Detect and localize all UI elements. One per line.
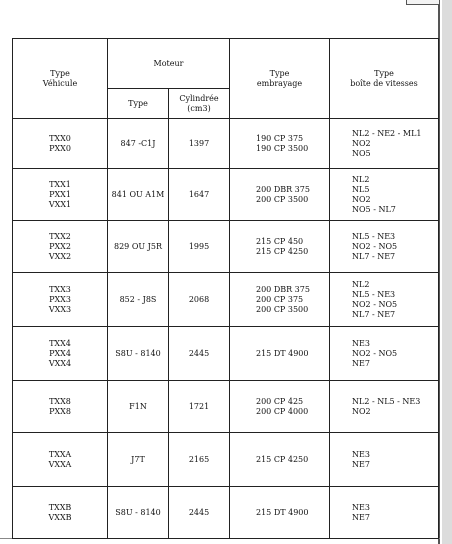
cell-moteur-type: 847 -C1J <box>108 119 169 169</box>
cell-cylindree: 2068 <box>169 273 230 327</box>
cell-vehicules: TXXB VXXB <box>13 487 108 539</box>
cell-boites: NE3 NO2 - NO5 NE7 <box>330 327 439 381</box>
cell-embrayage: 215 DT 4900 <box>230 327 330 381</box>
cell-vehicules: TXX2 PXX2 VXX2 <box>13 221 108 273</box>
cell-boites: NL2 NL5 NO2 NO5 - NL7 <box>330 169 439 221</box>
vehicle-spec-table <box>12 38 439 539</box>
cell-cylindree: 2445 <box>169 487 230 539</box>
cell-moteur-type: S8U - 8140 <box>108 487 169 539</box>
cell-vehicules: TXX1 PXX1 VXX1 <box>13 169 108 221</box>
header-type-boite: Type boîte de vitesses <box>330 39 439 119</box>
cell-embrayage: 200 DBR 375 200 CP 3500 <box>230 169 330 221</box>
cell-moteur-type: 841 OU A1M <box>108 169 169 221</box>
cell-moteur-type: 852 - J8S <box>108 273 169 327</box>
table-row <box>13 221 439 273</box>
table-row <box>13 381 439 433</box>
cell-embrayage: 200 DBR 375 200 CP 375 200 CP 3500 <box>230 273 330 327</box>
table-row <box>13 119 439 169</box>
cell-embrayage: 215 DT 4900 <box>230 487 330 539</box>
cell-vehicules: TXX0 PXX0 <box>13 119 108 169</box>
cell-vehicules: TXXA VXXA <box>13 433 108 487</box>
cell-vehicules: TXX4 PXX4 VXX4 <box>13 327 108 381</box>
cell-embrayage: 190 CP 375 190 CP 3500 <box>230 119 330 169</box>
cell-boites: NL5 - NE3 NO2 - NO5 NL7 - NE7 <box>330 221 439 273</box>
cell-cylindree: 2165 <box>169 433 230 487</box>
cell-embrayage: 215 CP 450 215 CP 4250 <box>230 221 330 273</box>
cell-cylindree: 2445 <box>169 327 230 381</box>
cell-vehicules: TXX3 PXX3 VXX3 <box>13 273 108 327</box>
cell-boites: NL2 - NE2 - ML1 NO2 NO5 <box>330 119 439 169</box>
cell-embrayage: 215 CP 4250 <box>230 433 330 487</box>
table-row <box>13 327 439 381</box>
cell-moteur-type: F1N <box>108 381 169 433</box>
cell-moteur-type: 829 OU J5R <box>108 221 169 273</box>
cell-boites: NL2 NL5 - NE3 NO2 - NO5 NL7 - NE7 <box>330 273 439 327</box>
cell-boites: NE3 NE7 <box>330 487 439 539</box>
header-cylindree: Cylindrée (cm3) <box>169 89 230 119</box>
table-row <box>13 273 439 327</box>
header-type-vehicule: Type Véhicule <box>13 39 108 119</box>
cell-embrayage: 200 CP 425 200 CP 4000 <box>230 381 330 433</box>
cell-cylindree: 1647 <box>169 169 230 221</box>
header-moteur-type: Type <box>108 89 169 119</box>
table-row <box>13 169 439 221</box>
window-control-button[interactable] <box>406 0 440 5</box>
cell-boites: NL2 - NL5 - NE3 NO2 <box>330 381 439 433</box>
cell-moteur-type: J7T <box>108 433 169 487</box>
table-row <box>13 487 439 539</box>
header-type-embrayage: Type embrayage <box>230 39 330 119</box>
cell-cylindree: 1397 <box>169 119 230 169</box>
header-moteur: Moteur <box>108 39 230 89</box>
cell-boites: NE3 NE7 <box>330 433 439 487</box>
table-row <box>13 433 439 487</box>
cell-moteur-type: S8U - 8140 <box>108 327 169 381</box>
vertical-scrollbar[interactable] <box>442 0 452 544</box>
cell-cylindree: 1995 <box>169 221 230 273</box>
cell-cylindree: 1721 <box>169 381 230 433</box>
cell-vehicules: TXX8 PXX8 <box>13 381 108 433</box>
